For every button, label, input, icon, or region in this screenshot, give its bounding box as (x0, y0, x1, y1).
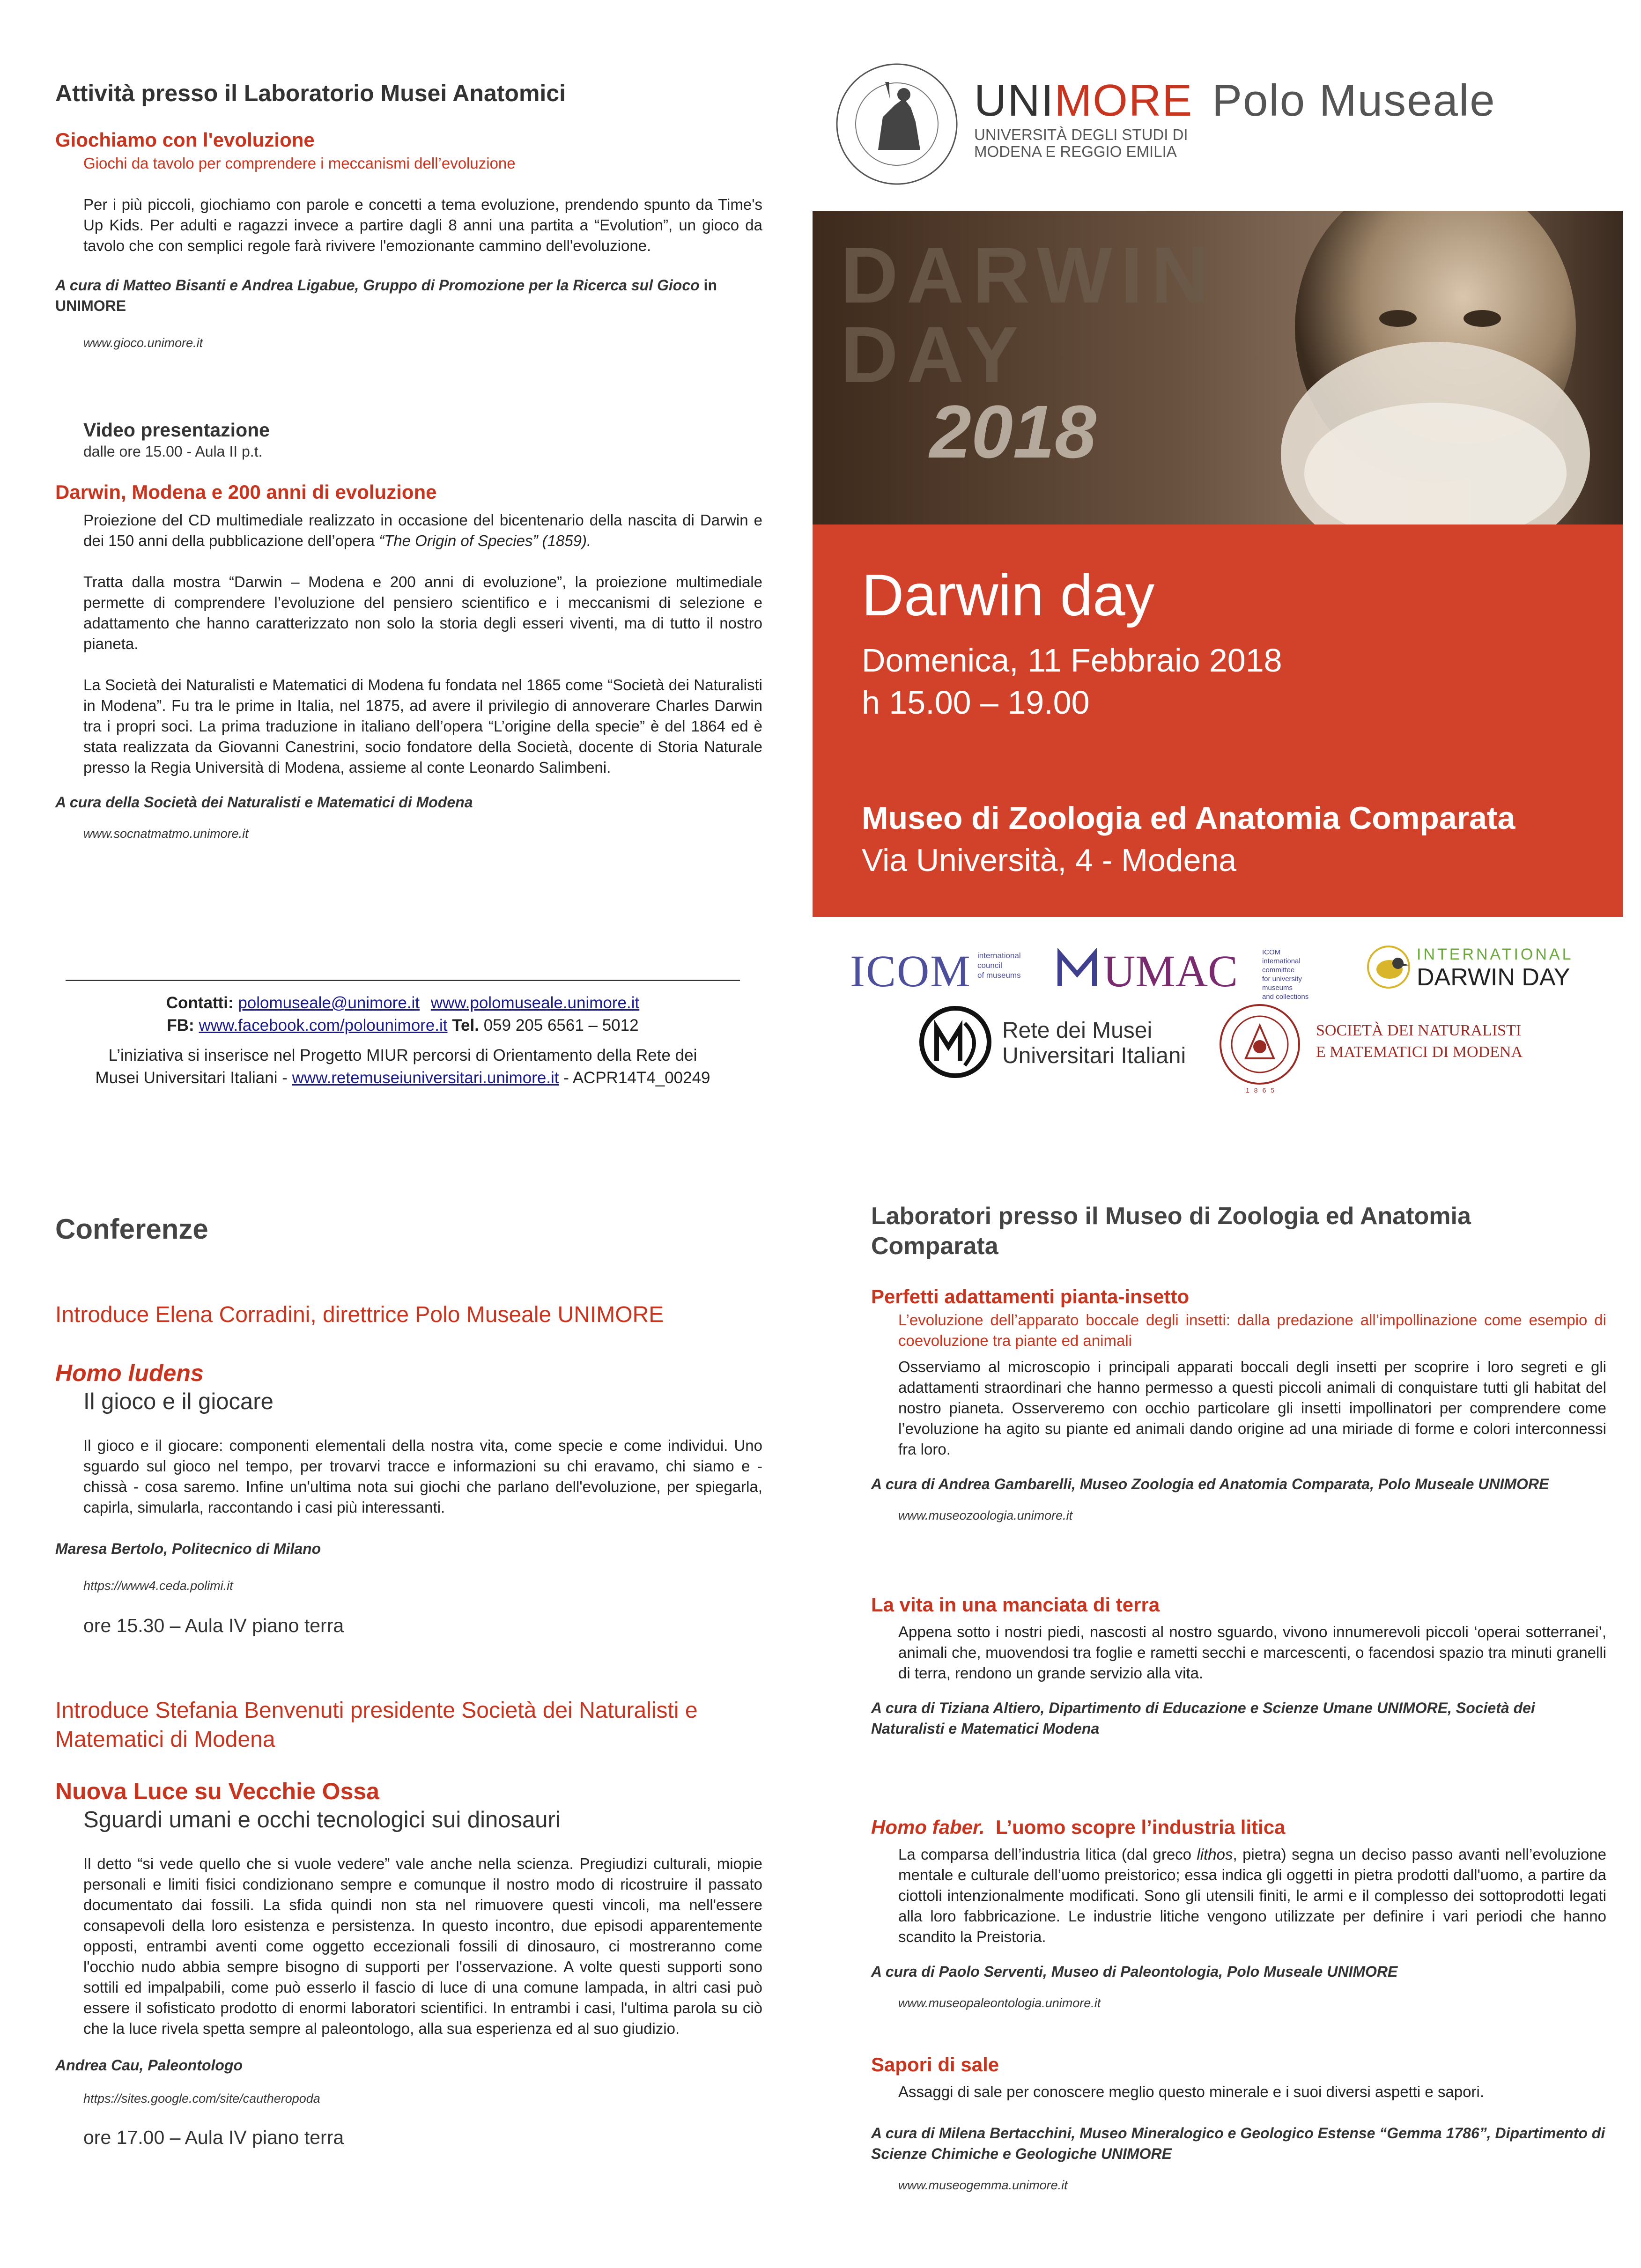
lab-3-url[interactable]: www.museopaleontologia.unimore.it (898, 1996, 1101, 2010)
banner-date: Domenica, 11 Febbraio 2018 (862, 642, 1282, 679)
umac-sub-2: international committee (1262, 957, 1301, 974)
intl-darwin-day-logo (1365, 944, 1623, 990)
rete-musei-line-2: Universitari Italiani (1002, 1043, 1186, 1068)
soc-naturalisti-logo (1218, 1002, 1545, 1094)
banner-address: Via Università, 4 - Modena (862, 842, 1237, 878)
video-section (83, 419, 762, 460)
activity-2-credit: A cura della Società dei Naturalisti e Matematici di Modena (55, 794, 473, 811)
icom-sub-3: of museums (977, 971, 1021, 980)
rete-musei-link[interactable]: www.retemuseiuniversitari.unimore.it (292, 1069, 559, 1087)
lab-4-credit: A cura di Milena Bertacchini, Museo Mineralogico e Geologico Estense “Gemma 1786”, Dipartimento di Scienze Chimiche e Geologiche UNIMORE (871, 2125, 1605, 2162)
activity-2-body-1 (83, 510, 762, 551)
conference-1-intro: Introduce Elena Corradini, direttrice Polo Museale UNIMORE (55, 1302, 664, 1327)
video-time: dalle ore 15.00 - Aula II p.t. (83, 443, 263, 460)
rete-musei-line-1: Rete dei Musei (1002, 1018, 1153, 1043)
conference-2-title: Nuova Luce su Vecchie Ossa (55, 1778, 379, 1804)
activity-1-credit-main: A cura di Matteo Bisanti e Andrea Ligabue, Gruppo di Promozione per la Ricerca sul Gioco (55, 277, 700, 294)
lab-1-body: Osserviamo al microscopio i principali apparati boccali degli insetti per scoprire i loro segreti e gli adattamenti straordinari che hanno permesso a questi piccoli animali di conquistare tutti gli habitat del nostro pianeta. Osserveremo con occhio particolare gli insetti impollinatori per comprendere come l’evoluzione ha agito su piante ed animali dando origine ad una miriade di forme e colori interconnessi fra loro. (898, 1358, 1606, 1458)
umac-sub-3: for university museums (1262, 975, 1302, 992)
tel-number: 059 205 6561 – 5012 (483, 1016, 639, 1034)
lab-2 (871, 1594, 1606, 1739)
email-link[interactable]: polomuseale@unimore.it (238, 994, 420, 1012)
banner-title: Darwin day (862, 563, 1155, 628)
conference-1-time: ore 15.30 – Aula IV piano terra (83, 1615, 344, 1636)
icom-sub-2: council (977, 961, 1002, 970)
soc-year: 1865 (1246, 1086, 1279, 1094)
lab-4-title: Sapori di sale (871, 2054, 999, 2076)
labs-heading: Laboratori presso il Museo di Zoologia ed Anatomia Comparata (871, 1203, 1471, 1260)
miur-note-2 (47, 1067, 759, 1089)
activity-1-body: Per i più piccoli, giochiamo con parole e concetti a tema evoluzione, prendendo spunto da Time's Up Kids. Per adulti e ragazzi invece a partire dagli 8 anni una partita a “Evolution”, un gioco da tavolo che con semplici regole farà rivivere l'emozionante cammino dell'evoluzione. (83, 196, 762, 254)
website-link[interactable]: www.polomuseale.unimore.it (430, 994, 640, 1012)
lab-musei-heading: Attività presso il Laboratorio Musei Anatomici (55, 80, 566, 106)
miur-note-1: L’iniziativa si inserisce nel Progetto MIUR percorsi di Orientamento della Rete dei (108, 1046, 697, 1064)
banner-venue: Museo di Zoologia ed Anatomia Comparata (862, 800, 1515, 836)
lab-1-credit: A cura di Andrea Gambarelli, Museo Zoologia ed Anatomia Comparata, Polo Museale UNIMORE (871, 1476, 1549, 1492)
video-label: Video presentazione (83, 419, 270, 441)
fb-label: FB: (167, 1016, 194, 1034)
poster-day-text: DAY (841, 310, 1027, 399)
contacts-block (47, 992, 759, 1089)
conference-2-credit: Andrea Cau, Paleontologo (55, 2057, 243, 2074)
lab-3-body-post: , pietra) segna un deciso passo avanti nell’evoluzione mentale e culturale dell’uomo preistorico; essa indica gli oggetti in pietra prodotti dall'uomo, a partire da ciottoli intenzionalmente modificati. Sono gli utensili finiti, le armi e il complesso dei sottoprodotti legati alla loro fabbricazione. Le industrie litiche vengono utilizzate per definire i vari periodi che hanno scandito la Preistoria. (898, 1846, 1607, 1945)
lab-1 (871, 1285, 1606, 1523)
facebook-link[interactable]: www.facebook.com/polounimore.it (199, 1016, 448, 1034)
activity-2-title: Darwin, Modena e 200 anni di evoluzione (55, 481, 437, 503)
umac-wordmark: UMAC (1103, 946, 1238, 996)
lab-3-title (871, 1816, 1606, 1839)
lab-3 (871, 1816, 1606, 2010)
contacts-label: Contatti: (166, 994, 234, 1012)
contacts-line-1 (47, 992, 759, 1014)
lab-3-title-rest: L’uomo scopre l’industria litica (984, 1816, 1286, 1838)
finch-icon (1365, 944, 1412, 990)
activity-1-title: Giochiamo con l'evoluzione (55, 129, 315, 151)
rete-musei-logo (918, 1005, 1199, 1079)
activity-1 (55, 129, 762, 350)
lab-4-url[interactable]: www.museogemma.unimore.it (898, 2178, 1068, 2192)
icom-subtitle (977, 951, 1021, 980)
banner-time: h 15.00 – 19.00 (862, 684, 1090, 721)
lab-3-credit: A cura di Paolo Serventi, Museo di Paleontologia, Polo Museale UNIMORE (871, 1963, 1398, 1980)
icom-sub-1: international (977, 951, 1021, 960)
rete-musei-icon (918, 1005, 993, 1079)
conferences-heading: Conferenze (55, 1213, 208, 1245)
activity-2 (55, 481, 762, 841)
brand-sub-2: MODENA E REGGIO EMILIA (974, 143, 1177, 160)
contacts-divider (66, 980, 740, 981)
event-banner (813, 525, 1623, 917)
miur-note-2-pre: Musei Universitari Italiani - (95, 1069, 292, 1087)
poster-year-text: 2018 (930, 390, 1096, 473)
miur-note-2-post: - ACPR14T4_00249 (559, 1069, 710, 1087)
idd-top-text: INTERNATIONAL (1417, 946, 1574, 963)
tel-label: Tel. (452, 1016, 479, 1034)
left-top-section (55, 80, 762, 107)
lab-2-body: Appena sotto i nostri piedi, nascosti al nostro sguardo, vivono innumerevoli piccoli ‘operai sotterranei’, animali che, muovendosi tra foglie e rametti secchi e marcescenti, o facendosi spazio tra minuti granelli di terra, rendono un grande servizio alla vita. (898, 1623, 1606, 1682)
brand-more: MORE (1054, 75, 1193, 126)
conference-1-title: Homo ludens (55, 1360, 204, 1386)
conference-1-body: Il gioco e il giocare: componenti elementali della nostra vita, come specie e come individui. Uno sguardo sul gioco nel tempo, per trovarvi tracce e informazioni su chi eravamo, chi siamo e - chissà - cosa saremo. Infine un'ultima nota sui giochi che parlano dell'evoluzione, per spiegarla, capirla, simularla, raccontando i casi più interessanti. (83, 1437, 762, 1516)
lab-3-body-italic: lithos (1197, 1846, 1233, 1863)
icom-logo (850, 941, 1021, 996)
activity-1-subtitle: Giochi da tavolo per comprendere i meccanismi dell’evoluzione (83, 155, 516, 172)
brand-polo: Polo Museale (1212, 75, 1496, 126)
conference-1 (55, 1302, 762, 1637)
conference-1-credit: Maresa Bertolo, Politecnico di Milano (55, 1540, 321, 1557)
activity-1-credit-suffix: in UNIMORE (55, 277, 717, 314)
umac-icon (1056, 948, 1098, 990)
unimore-seal (834, 61, 960, 187)
conference-2-intro: Introduce Stefania Benvenuti presidente Società dei Naturalisti e Matematici di Modena (55, 1698, 698, 1752)
soc-naturalisti-seal-icon (1218, 1002, 1302, 1086)
brand-uni: UNI (974, 75, 1055, 126)
umac-subtitle (1262, 948, 1318, 1001)
lab-1-subtitle: L’evoluzione dell’apparato boccale degli insetti: dalla predazione all’impollinazione come esempio di coevoluzione tra piante ed animali (898, 1311, 1606, 1349)
icom-wordmark: ICOM (850, 946, 971, 996)
idd-bottom-text: DARWIN DAY (1417, 964, 1570, 991)
lab-3-title-italic: Homo faber. (871, 1816, 985, 1838)
activity-2-url[interactable]: www.socnatmatmo.unimore.it (83, 827, 249, 841)
brand-sub-1: UNIVERSITÀ DEGLI STUDI DI (974, 126, 1188, 143)
brand-block (974, 75, 1496, 160)
conference-2-time: ore 17.00 – Aula IV piano terra (83, 2127, 344, 2148)
conference-2-body: Il detto “si vede quello che si vuole vedere” vale anche nella scienza. Pregiudizi culturali, miopie personali e limiti fisici condizionano sempre e comunque il nostro modo di ricostruire il passato documentato dai fossili. La sfida quindi non sta nel rimuovere questi vincoli, ma nell'essere consapevoli della loro esistenza e persistenza. In questo incontro, due episodi apparentemente opposti, entrambi aventi come oggetto eccezionali fossili di dinosauro, ci mostreranno come l'occhio nudo abbia sempre bisogno di supporti per l'osservazione. A volte questi supporti sono sottili ed impalpabili, come può esserlo il fascio di luce di una comune lampada, in altri casi può essere il sofisticato prodotto di enormi laboratori scientifici. In entrambi i casi, l'ultima parola su ciò che la luce rivela spetta sempre al paleontologo, alla sua esperienza ed al suo giudizio. (83, 1855, 762, 2037)
conference-2-url[interactable]: https://sites.google.com/site/cautheropoda (83, 2091, 320, 2105)
umac-sub-4: and collections (1262, 993, 1309, 1001)
brand-title (974, 75, 1496, 126)
lab-1-title: Perfetti adattamenti pianta-insetto (871, 1285, 1190, 1308)
activity-2-body-1-text: Proiezione del CD multimediale realizzato in occasione del bicentenario della nascita di Darwin e dei 150 anni della pubblicazione dell’opera (83, 511, 762, 549)
lab-2-title: La vita in una manciata di terra (871, 1594, 1160, 1616)
conference-1-url[interactable]: https://www4.ceda.polimi.it (83, 1579, 233, 1593)
soc-line-2: E MATEMATICI DI MODENA (1316, 1043, 1523, 1061)
umac-sub-1: ICOM (1262, 948, 1281, 956)
activity-1-credit (55, 275, 762, 316)
poster-darwin-text: DARWIN (841, 231, 1217, 320)
activity-1-url[interactable]: www.gioco.unimore.it (83, 336, 203, 350)
lab-4-body: Assaggi di sale per conoscere meglio questo minerale e i suoi diversi aspetti e sapori. (898, 2083, 1484, 2100)
activity-2-body-2: Tratta dalla mostra “Darwin – Modena e 200 anni di evoluzione”, la proiezione multimediale permette di comprendere l’evoluzione del pensiero scientifico e i meccanismi di selezione e adattamento che hanno caratterizzato non solo la storia degli esseri viventi, ma di tutto il nostro pianeta. (83, 573, 762, 652)
lab-3-body (898, 1844, 1606, 1947)
lab-4 (871, 2054, 1606, 2193)
seal-icon (834, 61, 960, 187)
lab-1-url[interactable]: www.museozoologia.unimore.it (898, 1508, 1073, 1522)
soc-line-1: SOCIETÀ DEI NATURALISTI (1316, 1022, 1522, 1039)
activity-2-body-3: La Società dei Naturalisti e Matematici di Modena fu fondata nel 1865 come “Società dei Naturalisti in Modena”. Fu tra le prime in Italia, nel 1875, ad avere il privilegio di annoverare Charles Darwin tra i propri soci. La prima traduzione in italiano dell’opera “L’origine della specie” è del 1864 ed è stata realizzata da Giovanni Canestrini, socio fondatore della Società, docente di Storia Naturale presso la Regia Università di Modena, assieme al conte Leonardo Salimbeni. (83, 676, 762, 776)
lab-3-body-pre: La comparsa dell’industria litica (dal greco (898, 1846, 1197, 1863)
contacts-line-2 (47, 1014, 759, 1037)
lab-2-credit: A cura di Tiziana Altiero, Dipartimento di Educazione e Scienze Umane UNIMORE, Società dei Naturalisti e Matematici Modena (871, 1699, 1535, 1737)
origin-of-species-title: “The Origin of Species” (1859). (379, 532, 591, 549)
darwin-poster (813, 211, 1623, 525)
umac-logo (1056, 941, 1318, 1001)
conference-2 (55, 1696, 762, 2149)
conference-2-subtitle: Sguardi umani e occhi tecnologici sui dinosauri (83, 1807, 561, 1832)
conference-1-subtitle: Il gioco e il giocare (83, 1389, 274, 1414)
